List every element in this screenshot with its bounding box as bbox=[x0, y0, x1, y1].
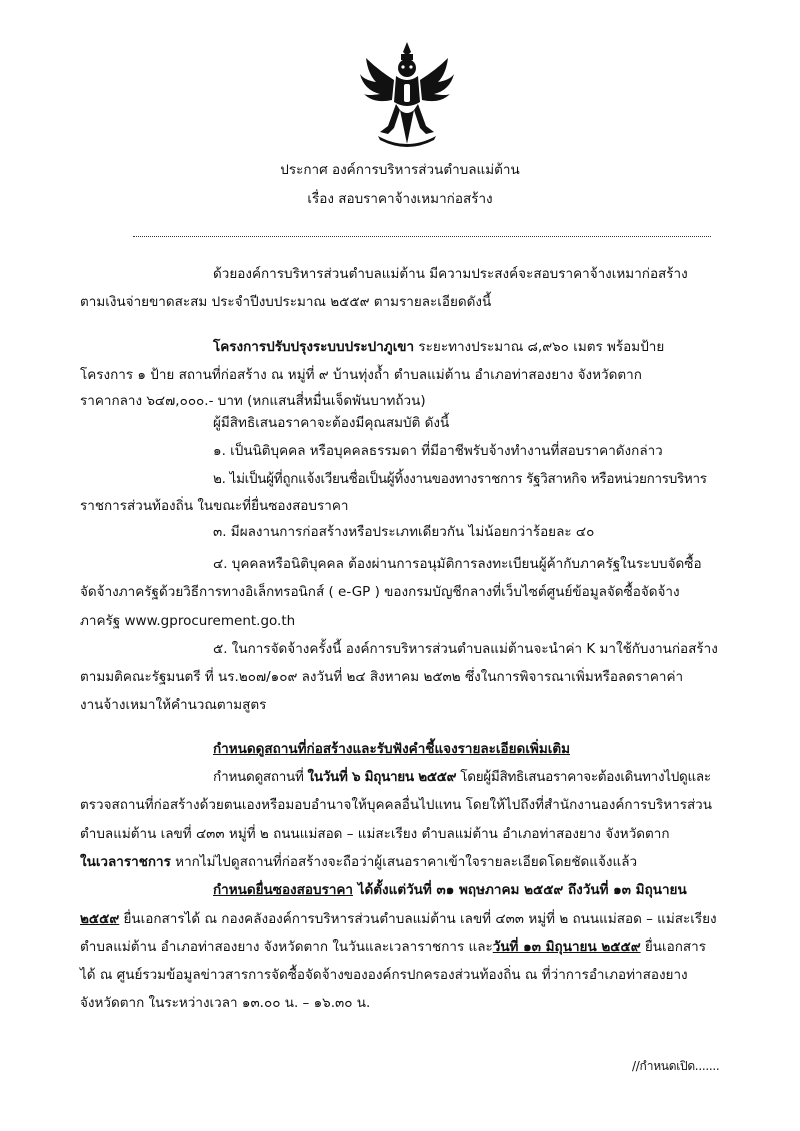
site-visit-line-1 bbox=[213, 768, 711, 786]
submission-doc-note: ยื่นเอกสาร bbox=[640, 939, 707, 955]
condition-3: ๓. มีผลงานการก่อสร้างหรือประเภทเดียวกัน ไม่น้อยกว่าร้อยละ ๔๐ bbox=[213, 524, 595, 540]
announcement-subject: เรื่อง สอบราคาจ้างเหมาก่อสร้าง bbox=[307, 191, 493, 207]
site-visit-instruction: โดยผู้มีสิทธิเสนอราคาจะต้องเดินทางไปดูและ bbox=[456, 769, 711, 785]
site-visit-line-4 bbox=[80, 853, 637, 871]
condition-4-line-3: ภาครัฐ www.gprocurement.go.th bbox=[80, 613, 296, 629]
site-visit-date: ในวันที่ ๖ มิถุนายน ๒๕๕๙ bbox=[307, 769, 457, 785]
condition-5-line-3: งานจ้างเหมาให้คำนวณตามสูตร bbox=[80, 697, 267, 713]
submission-heading: กำหนดยื่นซองสอบราคา bbox=[213, 882, 354, 898]
intro-line-1: ด้วยองค์การบริหารส่วนตำบลแม่ต้าน มีความประสงค์จะสอบราคาจ้างเหมาก่อสร้าง bbox=[213, 266, 688, 282]
submission-line-2 bbox=[80, 910, 717, 928]
project-median-price: ราคากลาง ๖๔๗,๐๐๐.- บาท (หกแสนสี่หมื่นเจ็ดพันบาทถ้วน) bbox=[80, 393, 426, 409]
submission-line-4: ได้ ณ ศูนย์รวมข้อมูลข่าวสารการจัดซื้อจัดจ้างขององค์กรปกครองส่วนท้องถิ่น ณ ที่ว่าการอำเภอท่าสองยาง bbox=[80, 967, 688, 983]
site-visit-intro: กำหนดดูสถานที่ bbox=[213, 769, 308, 785]
qualifications-heading: ผู้มีสิทธิเสนอราคาจะต้องมีคุณสมบัติ ดังนี้ bbox=[213, 415, 450, 431]
intro-line-2: ตามเงินจ่ายขาดสะสม ประจำปีงบประมาณ ๒๕๕๙ ตามรายละเอียดดังนี้ bbox=[80, 294, 492, 310]
submission-line-5: จังหวัดตาก ในระหว่างเวลา ๑๓.๐๐ น. – ๑๖.๓๐ น. bbox=[80, 995, 371, 1011]
site-visit-line-2: ตรวจสถานที่ก่อสร้างด้วยตนเองหรือมอบอำนาจให้บุคคลอื่นไปแทน โดยให้ไปถึงที่สำนักงานองค์การบริหารส่วน bbox=[80, 797, 712, 813]
condition-2-line-2: ราชการส่วนท้องถิ่น ในขณะที่ยื่นซองสอบราคา bbox=[80, 498, 349, 514]
site-visit-note: หากไม่ไปดูสถานที่ก่อสร้างจะถือว่าผู้เสนอราคาเข้าใจรายละเอียดโดยชัดแจ้งแล้ว bbox=[170, 854, 638, 870]
site-visit-heading: กำหนดดูสถานที่ก่อสร้างและรับฟังคำชี้แจงรายละเอียดเพิ่มเติม bbox=[213, 741, 571, 757]
submission-address: ตำบลแม่ต้าน อำเภอท่าสองยาง จังหวัดตาก ในวันและเวลาราชการ และ bbox=[80, 939, 493, 955]
condition-4-line-2: จัดจ้างภาครัฐด้วยวิธีการทางอิเล็กทรอนิกส์ ( e-GP ) ของกรมบัญชีกลางที่เว็บไซต์ศูนย์ข้อมูลจัดซื้อจัดจ้าง bbox=[80, 584, 680, 600]
project-distance: ระยะทางประมาณ ๘,๙๖๐ เมตร พร้อมป้าย bbox=[414, 339, 665, 355]
condition-1: ๑. เป็นนิติบุคคล หรือบุคคลธรรมดา ที่มีอาชีพรับจ้างทำงานที่สอบราคาดังกล่าว bbox=[213, 443, 663, 459]
condition-5-line-1: ๕. ในการจัดจ้างครั้งนี้ องค์การบริหารส่วนตำบลแม่ต้านจะนำค่า K มาใช้กับงานก่อสร้าง bbox=[213, 641, 718, 657]
continuation-marker: //กำหนดเปิด....... bbox=[632, 1059, 720, 1073]
submission-final-date: วันที่ ๑๓ มิถุนายน ๒๕๕๙ bbox=[492, 939, 641, 955]
project-line-2: โครงการ ๑ ป้าย สถานที่ก่อสร้าง ณ หมู่ที่ ๙ บ้านทุ่งถ้ำ ตำบลแม่ต้าน อำเภอท่าสองยาง จังหวัดตาก bbox=[80, 367, 642, 383]
office-hours: ในเวลาราชการ bbox=[80, 854, 171, 870]
condition-4-line-1: ๔. บุคคลหรือนิติบุคคล ต้องผ่านการอนุมัติการลงทะเบียนผู้ค้ากับภาครัฐในระบบจัดซื้อ bbox=[213, 556, 702, 572]
submission-location: ยื่นเอกสารได้ ณ กองคลังองค์การบริหารส่วนตำบลแม่ต้าน เลขที่ ๔๓๓ หมู่ที่ ๒ ถนนแม่สอด – แม่สะเรียง bbox=[119, 911, 717, 927]
submission-line-3 bbox=[80, 938, 706, 956]
condition-5-line-2: ตามมติคณะรัฐมนตรี ที่ นร.๒๐๗/๑๐๙ ลงวันที่ ๒๔ สิงหาคม ๒๕๓๒ ซึ่งในการพิจารณาเพิ่มหรือลดราคาค่า bbox=[80, 669, 684, 685]
project-name: โครงการปรับปรุงระบบประปาภูเขา bbox=[213, 339, 415, 355]
submission-period: ได้ตั้งแต่วันที่ ๓๑ พฤษภาคม ๒๕๕๙ ถึงวันที่ ๑๓ มิถุนายน bbox=[353, 882, 687, 898]
project-line-1 bbox=[213, 338, 664, 356]
garuda-emblem-icon bbox=[358, 40, 456, 152]
submission-year: ๒๕๕๙ bbox=[80, 911, 120, 927]
condition-2-line-1: ๒. ไม่เป็นผู้ที่ถูกแจ้งเวียนชื่อเป็นผู้ทิ้งงานของทางราชการ รัฐวิสาหกิจ หรือหน่วยการบริหาร bbox=[213, 471, 707, 487]
dotted-divider bbox=[133, 236, 711, 237]
announcement-title: ประกาศ องค์การบริหารส่วนตำบลแม่ต้าน bbox=[280, 162, 520, 178]
site-visit-line-3: ตำบลแม่ต้าน เลขที่ ๔๓๓ หมู่ที่ ๒ ถนนแม่สอด – แม่สะเรียง ตำบลแม่ต้าน อำเภอท่าสองยาง จังหวัดตาก bbox=[80, 826, 670, 842]
submission-line-1 bbox=[213, 881, 687, 899]
